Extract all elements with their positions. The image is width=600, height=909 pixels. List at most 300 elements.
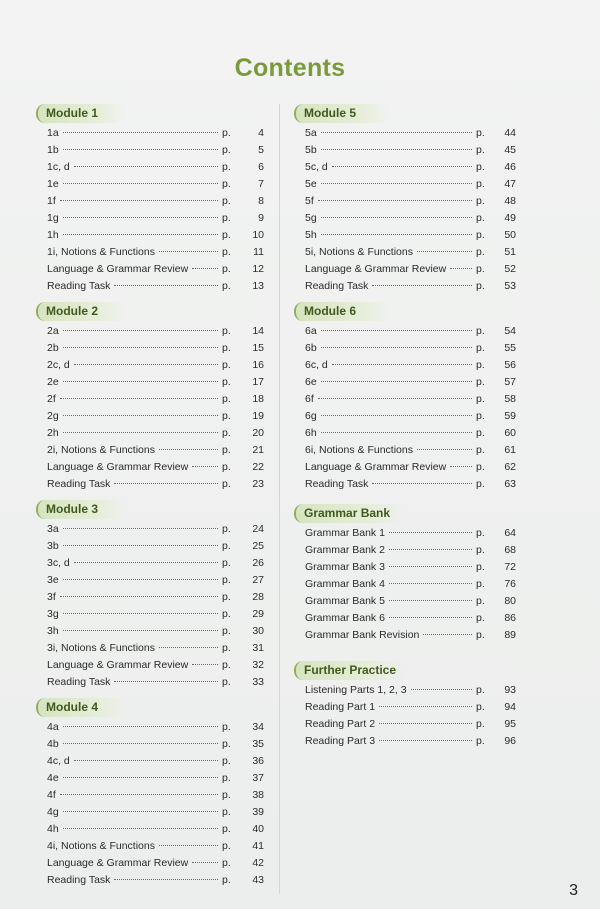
toc-entry[interactable] bbox=[36, 210, 264, 227]
entry-page-number: 48 bbox=[504, 195, 516, 207]
toc-entry[interactable] bbox=[294, 278, 516, 295]
entry-page-number: 23 bbox=[252, 478, 264, 490]
page-marker: p. bbox=[222, 161, 231, 173]
dot-leader bbox=[63, 828, 218, 829]
toc-entry[interactable] bbox=[36, 374, 264, 391]
entry-page-number: 18 bbox=[252, 393, 264, 405]
page-marker: p. bbox=[476, 263, 485, 275]
page-marker: p. bbox=[222, 857, 231, 869]
dot-leader bbox=[159, 449, 218, 450]
toc-entry[interactable] bbox=[36, 391, 264, 408]
entry-label: Reading Part 2 bbox=[305, 718, 376, 730]
page-marker: p. bbox=[476, 595, 485, 607]
toc-entry[interactable] bbox=[294, 525, 516, 542]
dot-leader bbox=[372, 483, 472, 484]
page-marker: p. bbox=[476, 212, 485, 224]
entry-label: 5h bbox=[305, 229, 317, 241]
page-marker: p. bbox=[222, 659, 231, 671]
page-marker: p. bbox=[222, 806, 231, 818]
toc-entry[interactable] bbox=[36, 804, 264, 821]
entry-label: 5e bbox=[305, 178, 317, 190]
page-marker: p. bbox=[222, 823, 231, 835]
page-marker: p. bbox=[222, 840, 231, 852]
dot-leader bbox=[159, 845, 218, 846]
toc-entry[interactable] bbox=[36, 408, 264, 425]
dot-leader bbox=[63, 811, 218, 812]
page-marker: p. bbox=[222, 461, 231, 473]
dot-leader bbox=[321, 432, 472, 433]
entry-page-number: 24 bbox=[252, 523, 264, 535]
entry-page-number: 39 bbox=[252, 806, 264, 818]
entry-label: 6b bbox=[305, 342, 317, 354]
toc-entry[interactable] bbox=[36, 572, 264, 589]
section-heading: Module 5 bbox=[294, 104, 390, 123]
dot-leader bbox=[63, 726, 218, 727]
page-marker: p. bbox=[222, 755, 231, 767]
toc-entry[interactable] bbox=[294, 244, 516, 261]
dot-leader bbox=[332, 364, 472, 365]
page-marker: p. bbox=[222, 263, 231, 275]
entry-label: 1i, Notions & Functions bbox=[47, 246, 155, 258]
toc-entry[interactable] bbox=[36, 159, 264, 176]
entry-label: 4e bbox=[47, 772, 59, 784]
page-marker: p. bbox=[222, 195, 231, 207]
page-marker: p. bbox=[222, 676, 231, 688]
entry-label: 6h bbox=[305, 427, 317, 439]
page-marker: p. bbox=[222, 376, 231, 388]
dot-leader bbox=[321, 347, 472, 348]
dot-leader bbox=[63, 234, 218, 235]
entry-label: 2f bbox=[47, 393, 56, 405]
entry-page-number: 44 bbox=[504, 127, 516, 139]
toc-entry[interactable] bbox=[36, 442, 264, 459]
entry-label: Language & Grammar Review bbox=[305, 263, 447, 275]
entry-label: 5b bbox=[305, 144, 317, 156]
entry-page-number: 21 bbox=[252, 444, 264, 456]
toc-entry[interactable] bbox=[36, 176, 264, 193]
toc-entry[interactable] bbox=[36, 425, 264, 442]
page-marker: p. bbox=[476, 461, 485, 473]
page-marker: p. bbox=[222, 178, 231, 190]
toc-entry[interactable] bbox=[294, 699, 516, 716]
entry-page-number: 13 bbox=[252, 280, 264, 292]
dot-leader bbox=[321, 234, 472, 235]
entry-page-number: 63 bbox=[504, 478, 516, 490]
dot-leader bbox=[389, 600, 472, 601]
toc-entry[interactable] bbox=[36, 555, 264, 572]
dot-leader bbox=[60, 794, 218, 795]
dot-leader bbox=[450, 466, 472, 467]
dot-leader bbox=[318, 398, 472, 399]
dot-leader bbox=[60, 200, 218, 201]
entry-page-number: 33 bbox=[252, 676, 264, 688]
entry-label: Language & Grammar Review bbox=[47, 263, 189, 275]
entry-page-number: 27 bbox=[252, 574, 264, 586]
entry-page-number: 57 bbox=[504, 376, 516, 388]
dot-leader bbox=[63, 183, 218, 184]
entry-page-number: 15 bbox=[252, 342, 264, 354]
page-title: Contents bbox=[234, 54, 346, 82]
toc-entry[interactable] bbox=[36, 657, 264, 674]
entry-page-number: 28 bbox=[252, 591, 264, 603]
page-marker: p. bbox=[222, 772, 231, 784]
toc-entry[interactable] bbox=[294, 733, 516, 750]
entry-page-number: 22 bbox=[252, 461, 264, 473]
entry-page-number: 55 bbox=[504, 342, 516, 354]
toc-entry[interactable] bbox=[36, 855, 264, 872]
dot-leader bbox=[63, 217, 218, 218]
entry-page-number: 47 bbox=[504, 178, 516, 190]
toc-entry[interactable] bbox=[294, 627, 516, 644]
dot-leader bbox=[417, 251, 472, 252]
entry-label: 6g bbox=[305, 410, 317, 422]
entry-label: 2e bbox=[47, 376, 59, 388]
dot-leader bbox=[321, 330, 472, 331]
page-marker: p. bbox=[476, 359, 485, 371]
page-marker: p. bbox=[476, 684, 485, 696]
toc-entry[interactable] bbox=[36, 872, 264, 889]
page-marker: p. bbox=[476, 544, 485, 556]
entry-label: 1a bbox=[47, 127, 59, 139]
toc-entry[interactable] bbox=[294, 425, 516, 442]
entry-label: 6e bbox=[305, 376, 317, 388]
entry-page-number: 60 bbox=[504, 427, 516, 439]
dot-leader bbox=[74, 760, 218, 761]
entry-page-number: 96 bbox=[504, 735, 516, 747]
entry-label: 1e bbox=[47, 178, 59, 190]
toc-entry[interactable] bbox=[294, 357, 516, 374]
dot-leader bbox=[63, 545, 218, 546]
entry-label: 2h bbox=[47, 427, 59, 439]
dot-leader bbox=[332, 166, 472, 167]
entry-label: 6a bbox=[305, 325, 317, 337]
right-column bbox=[294, 104, 516, 750]
entry-label: Listening Parts 1, 2, 3 bbox=[305, 684, 407, 696]
dot-leader bbox=[372, 285, 472, 286]
page-marker: p. bbox=[476, 195, 485, 207]
entry-page-number: 32 bbox=[252, 659, 264, 671]
toc-entry[interactable] bbox=[294, 593, 516, 610]
page-marker: p. bbox=[222, 789, 231, 801]
toc-entry[interactable] bbox=[294, 125, 516, 142]
toc-entry[interactable] bbox=[36, 736, 264, 753]
toc-entry[interactable] bbox=[36, 821, 264, 838]
entry-page-number: 19 bbox=[252, 410, 264, 422]
dot-leader bbox=[318, 200, 472, 201]
toc-entry[interactable] bbox=[294, 559, 516, 576]
dot-leader bbox=[321, 183, 472, 184]
entry-label: Grammar Bank Revision bbox=[305, 629, 420, 641]
toc-entry[interactable] bbox=[36, 357, 264, 374]
entry-label: Reading Part 1 bbox=[305, 701, 376, 713]
toc-entry[interactable] bbox=[36, 770, 264, 787]
entry-label: 4a bbox=[47, 721, 59, 733]
toc-section bbox=[294, 302, 516, 493]
toc-section bbox=[36, 698, 264, 889]
page-marker: p. bbox=[476, 410, 485, 422]
section-heading: Module 2 bbox=[36, 302, 124, 321]
section-heading: Module 1 bbox=[36, 104, 124, 123]
entry-page-number: 7 bbox=[258, 178, 264, 190]
entry-label: 1g bbox=[47, 212, 59, 224]
page-marker: p. bbox=[222, 280, 231, 292]
dot-leader bbox=[192, 862, 218, 863]
entry-label: 5a bbox=[305, 127, 317, 139]
page-marker: p. bbox=[222, 540, 231, 552]
page-marker: p. bbox=[476, 478, 485, 490]
entry-label: 4c, d bbox=[47, 755, 70, 767]
toc-entry[interactable] bbox=[294, 716, 516, 733]
toc-section bbox=[294, 504, 516, 644]
toc-entry[interactable] bbox=[294, 176, 516, 193]
page-marker: p. bbox=[222, 212, 231, 224]
page-marker: p. bbox=[476, 342, 485, 354]
entry-page-number: 30 bbox=[252, 625, 264, 637]
toc-entry[interactable] bbox=[294, 391, 516, 408]
entry-label: 3i, Notions & Functions bbox=[47, 642, 155, 654]
toc-entry[interactable] bbox=[36, 278, 264, 295]
page-marker: p. bbox=[222, 127, 231, 139]
toc-entry[interactable] bbox=[294, 576, 516, 593]
toc-section bbox=[294, 661, 516, 750]
entry-page-number: 8 bbox=[258, 195, 264, 207]
toc-entry[interactable] bbox=[36, 719, 264, 736]
entry-page-number: 51 bbox=[504, 246, 516, 258]
dot-leader bbox=[159, 647, 218, 648]
entry-label: 2c, d bbox=[47, 359, 70, 371]
page-marker: p. bbox=[476, 178, 485, 190]
entry-label: Grammar Bank 5 bbox=[305, 595, 385, 607]
entry-page-number: 76 bbox=[504, 578, 516, 590]
toc-entry[interactable] bbox=[36, 521, 264, 538]
toc-entry[interactable] bbox=[36, 142, 264, 159]
entry-label: 1h bbox=[47, 229, 59, 241]
toc-entry[interactable] bbox=[294, 374, 516, 391]
toc-entry[interactable] bbox=[36, 538, 264, 555]
entry-label: Reading Task bbox=[305, 280, 369, 292]
page-marker: p. bbox=[476, 144, 485, 156]
toc-entry[interactable] bbox=[36, 125, 264, 142]
dot-leader bbox=[321, 217, 472, 218]
dot-leader bbox=[63, 630, 218, 631]
entry-label: 1b bbox=[47, 144, 59, 156]
dot-leader bbox=[63, 579, 218, 580]
dot-leader bbox=[63, 149, 218, 150]
entry-label: 1f bbox=[47, 195, 56, 207]
toc-entry[interactable] bbox=[294, 340, 516, 357]
entry-page-number: 40 bbox=[252, 823, 264, 835]
entry-label: 4g bbox=[47, 806, 59, 818]
entry-label: 4b bbox=[47, 738, 59, 750]
entry-label: Grammar Bank 4 bbox=[305, 578, 385, 590]
entry-page-number: 6 bbox=[258, 161, 264, 173]
entry-page-number: 61 bbox=[504, 444, 516, 456]
entry-page-number: 93 bbox=[504, 684, 516, 696]
page-marker: p. bbox=[222, 738, 231, 750]
toc-section bbox=[36, 302, 264, 493]
dot-leader bbox=[114, 879, 218, 880]
page-marker: p. bbox=[222, 444, 231, 456]
toc-entry[interactable] bbox=[294, 261, 516, 278]
entry-label: 2a bbox=[47, 325, 59, 337]
entry-label: Grammar Bank 2 bbox=[305, 544, 385, 556]
page-marker: p. bbox=[222, 229, 231, 241]
page-marker: p. bbox=[476, 393, 485, 405]
page-marker: p. bbox=[476, 127, 485, 139]
toc-entry[interactable] bbox=[36, 193, 264, 210]
dot-leader bbox=[63, 415, 218, 416]
entry-page-number: 4 bbox=[258, 127, 264, 139]
section-heading: Module 6 bbox=[294, 302, 390, 321]
page-marker: p. bbox=[222, 625, 231, 637]
page-marker: p. bbox=[222, 557, 231, 569]
toc-entry[interactable] bbox=[36, 838, 264, 855]
dot-leader bbox=[389, 566, 472, 567]
toc-entry[interactable] bbox=[36, 606, 264, 623]
dot-leader bbox=[417, 449, 472, 450]
entry-page-number: 16 bbox=[252, 359, 264, 371]
page-marker: p. bbox=[476, 701, 485, 713]
entry-label: Language & Grammar Review bbox=[305, 461, 447, 473]
toc-entry[interactable] bbox=[36, 459, 264, 476]
toc-entry[interactable] bbox=[294, 682, 516, 699]
entry-page-number: 72 bbox=[504, 561, 516, 573]
entry-page-number: 54 bbox=[504, 325, 516, 337]
entry-page-number: 45 bbox=[504, 144, 516, 156]
entry-label: 5g bbox=[305, 212, 317, 224]
page-marker: p. bbox=[476, 280, 485, 292]
entry-label: 3f bbox=[47, 591, 56, 603]
entry-label: 4f bbox=[47, 789, 56, 801]
entry-label: 1c, d bbox=[47, 161, 70, 173]
toc-entry[interactable] bbox=[294, 610, 516, 627]
dot-leader bbox=[379, 706, 472, 707]
toc-entry[interactable] bbox=[36, 753, 264, 770]
page-number: 3 bbox=[569, 882, 578, 899]
entry-page-number: 26 bbox=[252, 557, 264, 569]
entry-label: 5i, Notions & Functions bbox=[305, 246, 413, 258]
column-divider bbox=[279, 104, 280, 894]
toc-entry[interactable] bbox=[36, 244, 264, 261]
page-marker: p. bbox=[222, 359, 231, 371]
entry-label: 3h bbox=[47, 625, 59, 637]
toc-entry[interactable] bbox=[294, 210, 516, 227]
toc-entry[interactable] bbox=[294, 542, 516, 559]
toc-entry[interactable] bbox=[294, 323, 516, 340]
dot-leader bbox=[192, 664, 218, 665]
entry-page-number: 42 bbox=[252, 857, 264, 869]
dot-leader bbox=[192, 268, 218, 269]
entry-label: 2i, Notions & Functions bbox=[47, 444, 155, 456]
toc-entry[interactable] bbox=[294, 476, 516, 493]
entry-label: Reading Task bbox=[47, 874, 111, 886]
toc-entry[interactable] bbox=[294, 227, 516, 244]
toc-section bbox=[294, 104, 516, 295]
toc-entry[interactable] bbox=[36, 227, 264, 244]
page-marker: p. bbox=[476, 246, 485, 258]
toc-entry[interactable] bbox=[36, 640, 264, 657]
entry-page-number: 31 bbox=[252, 642, 264, 654]
entry-label: Language & Grammar Review bbox=[47, 461, 189, 473]
dot-leader bbox=[423, 634, 472, 635]
toc-entry[interactable] bbox=[36, 476, 264, 493]
dot-leader bbox=[63, 132, 218, 133]
page-marker: p. bbox=[222, 325, 231, 337]
page-marker: p. bbox=[222, 393, 231, 405]
entry-page-number: 41 bbox=[252, 840, 264, 852]
entry-page-number: 5 bbox=[258, 144, 264, 156]
toc-entry[interactable] bbox=[294, 408, 516, 425]
entry-page-number: 94 bbox=[504, 701, 516, 713]
entry-label: 2g bbox=[47, 410, 59, 422]
entry-page-number: 14 bbox=[252, 325, 264, 337]
dot-leader bbox=[321, 149, 472, 150]
entry-label: 6f bbox=[305, 393, 314, 405]
dot-leader bbox=[63, 528, 218, 529]
page-marker: p. bbox=[222, 478, 231, 490]
entry-page-number: 59 bbox=[504, 410, 516, 422]
toc-entry[interactable] bbox=[294, 142, 516, 159]
entry-label: Reading Task bbox=[47, 478, 111, 490]
entry-page-number: 25 bbox=[252, 540, 264, 552]
entry-label: Reading Task bbox=[305, 478, 369, 490]
toc-entry[interactable] bbox=[36, 623, 264, 640]
entry-page-number: 11 bbox=[253, 246, 264, 258]
toc-entry[interactable] bbox=[294, 442, 516, 459]
entry-page-number: 64 bbox=[504, 527, 516, 539]
page-marker: p. bbox=[476, 629, 485, 641]
page-marker: p. bbox=[222, 574, 231, 586]
dot-leader bbox=[389, 617, 472, 618]
page-marker: p. bbox=[476, 444, 485, 456]
dot-leader bbox=[114, 285, 218, 286]
toc-entry[interactable] bbox=[36, 589, 264, 606]
dot-leader bbox=[389, 532, 472, 533]
entry-label: 4h bbox=[47, 823, 59, 835]
toc-entry[interactable] bbox=[294, 159, 516, 176]
entry-page-number: 58 bbox=[504, 393, 516, 405]
section-heading: Module 4 bbox=[36, 698, 124, 717]
entry-label: Reading Part 3 bbox=[305, 735, 376, 747]
entry-label: 5f bbox=[305, 195, 314, 207]
toc-entry[interactable] bbox=[294, 459, 516, 476]
toc-entry[interactable] bbox=[36, 674, 264, 691]
dot-leader bbox=[74, 562, 218, 563]
toc-entry[interactable] bbox=[36, 323, 264, 340]
entry-label: Grammar Bank 1 bbox=[305, 527, 385, 539]
toc-entry[interactable] bbox=[36, 787, 264, 804]
dot-leader bbox=[114, 483, 218, 484]
page-marker: p. bbox=[476, 718, 485, 730]
entry-page-number: 52 bbox=[504, 263, 516, 275]
toc-entry[interactable] bbox=[36, 261, 264, 278]
entry-label: 3e bbox=[47, 574, 59, 586]
entry-label: Reading Task bbox=[47, 676, 111, 688]
toc-entry[interactable] bbox=[36, 340, 264, 357]
toc-entry[interactable] bbox=[294, 193, 516, 210]
page-marker: p. bbox=[222, 410, 231, 422]
dot-leader bbox=[60, 596, 218, 597]
entry-page-number: 50 bbox=[504, 229, 516, 241]
entry-page-number: 9 bbox=[258, 212, 264, 224]
entry-page-number: 34 bbox=[252, 721, 264, 733]
page-marker: p. bbox=[476, 325, 485, 337]
page-marker: p. bbox=[222, 591, 231, 603]
entry-page-number: 17 bbox=[252, 376, 264, 388]
entry-label: 6i, Notions & Functions bbox=[305, 444, 413, 456]
page-marker: p. bbox=[476, 161, 485, 173]
entry-page-number: 35 bbox=[252, 738, 264, 750]
